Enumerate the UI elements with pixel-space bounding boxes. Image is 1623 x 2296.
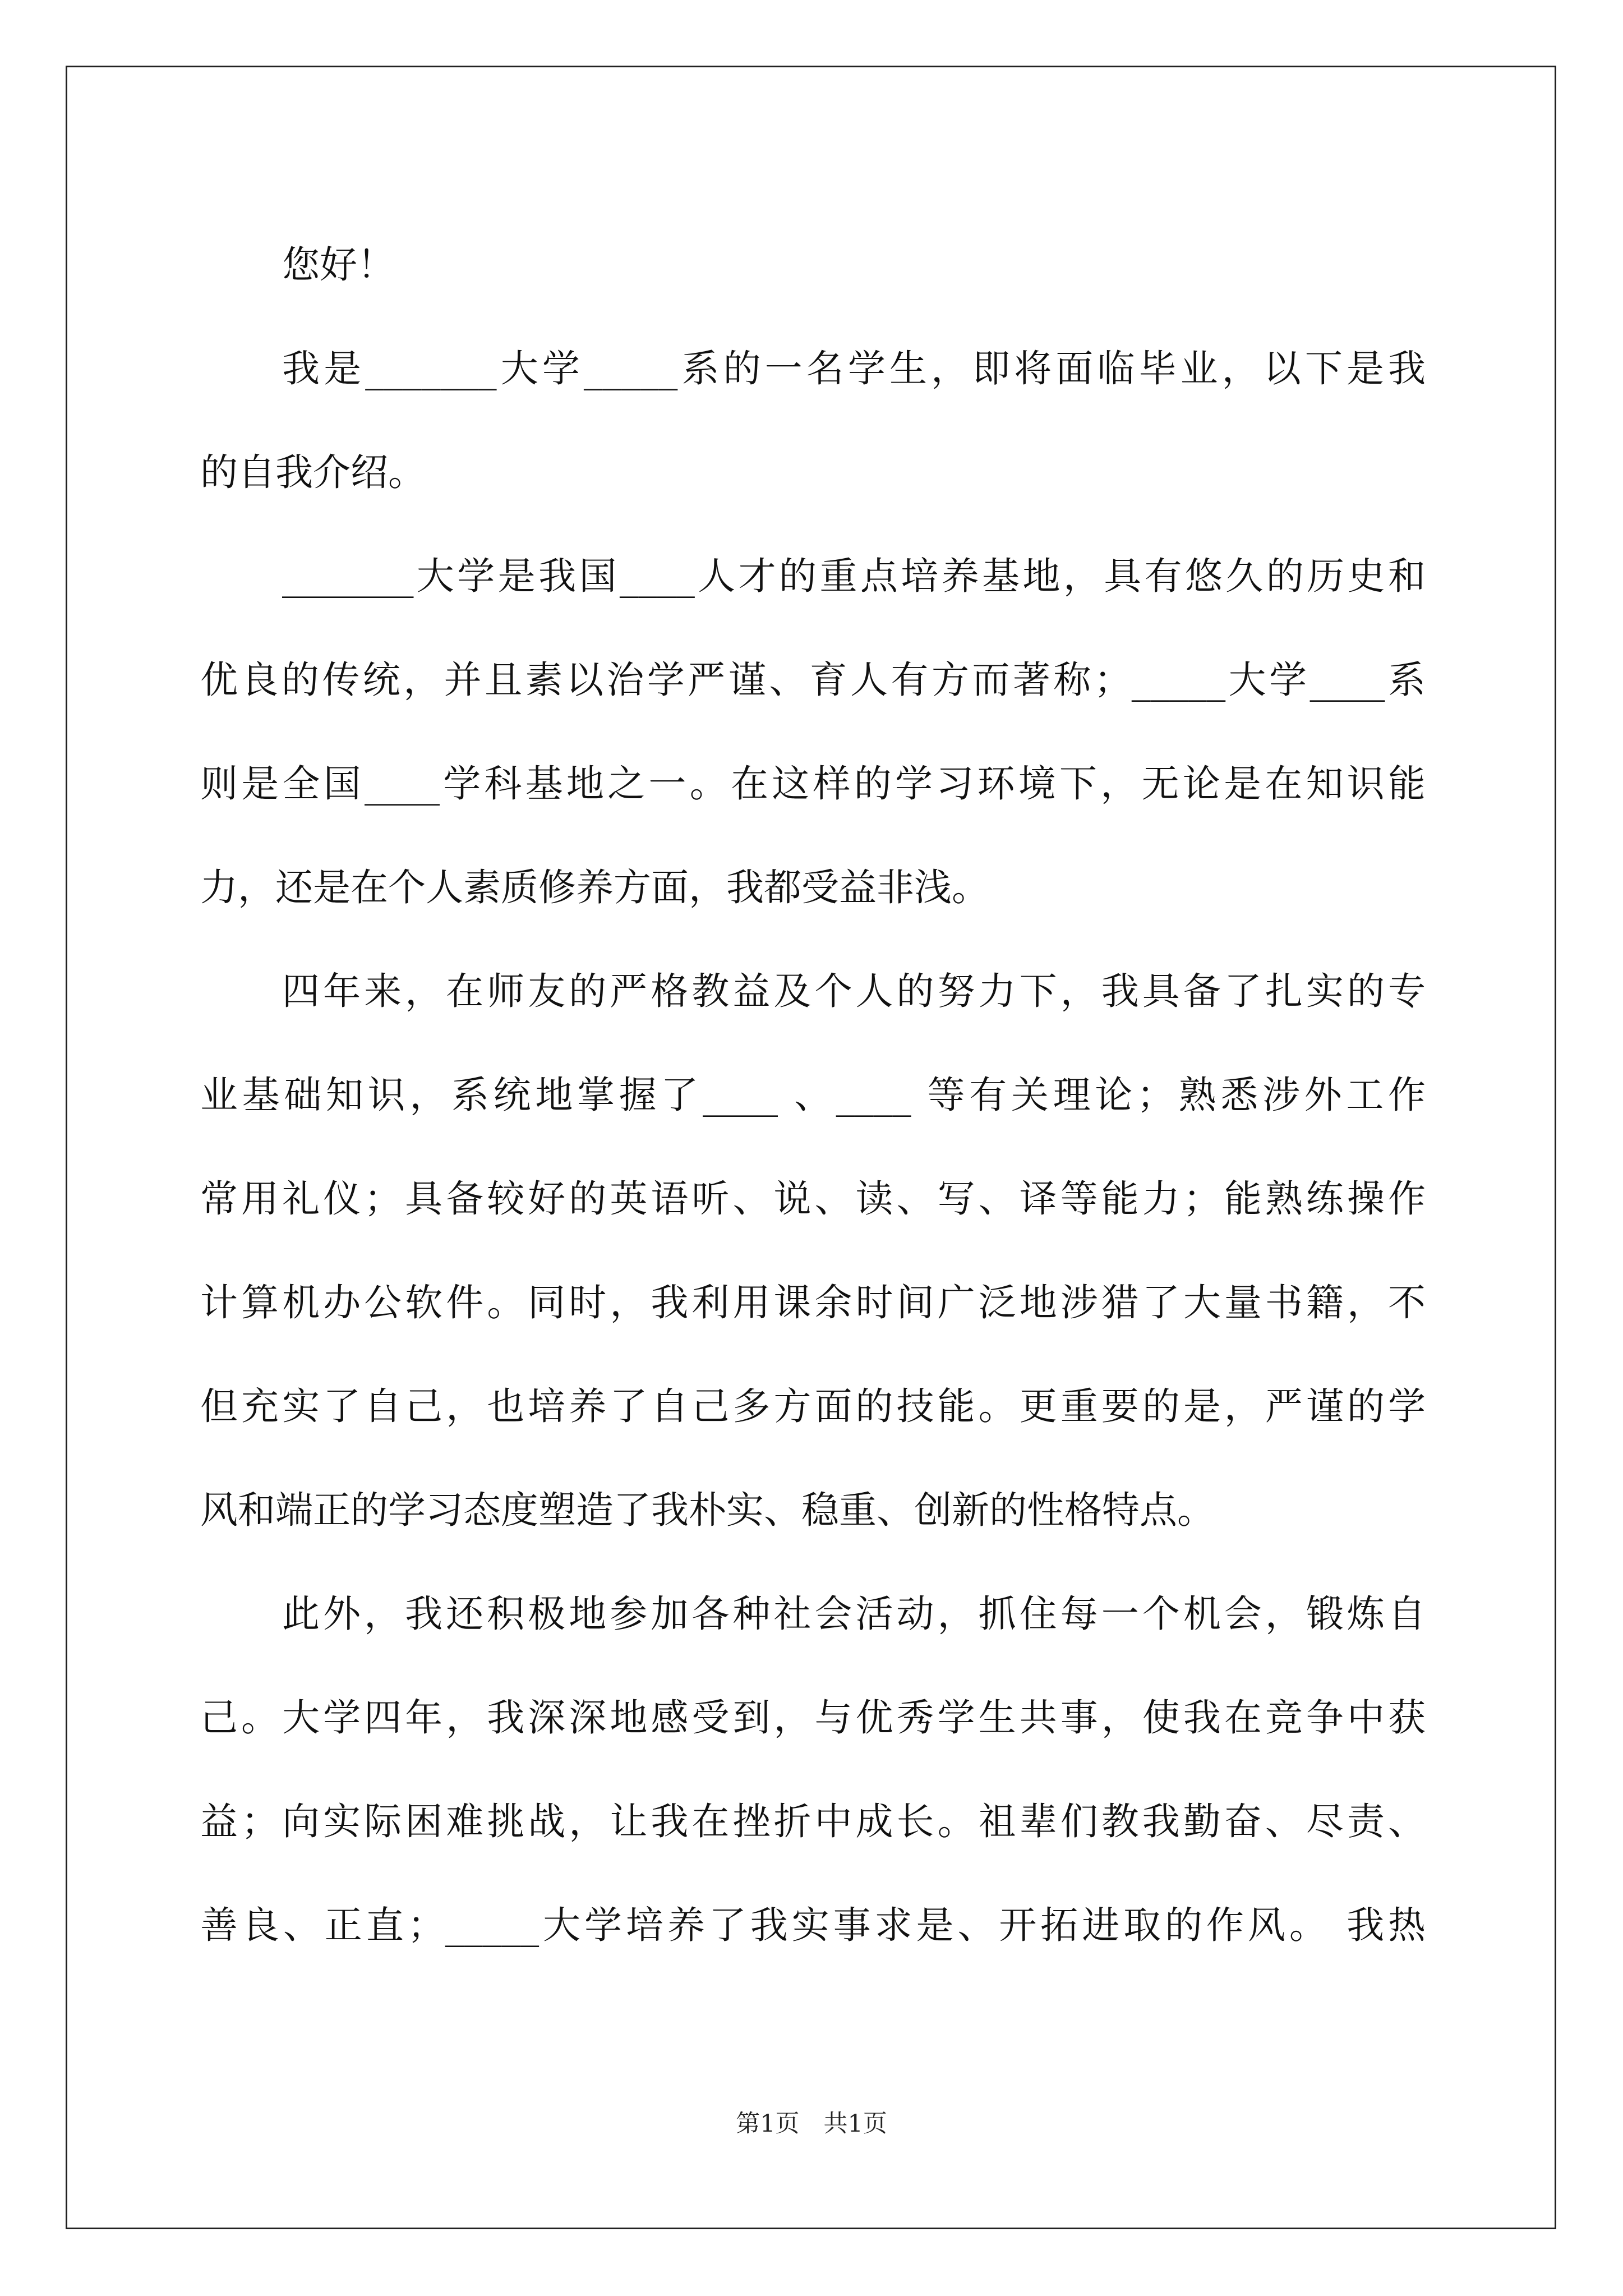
text-line: 计算机办公软件。同时，我利用课余时间广泛地涉猎了大量书籍，不 (200, 1281, 1426, 1324)
text-line: 业基础知识，系统地掌握了____ 、____ 等有关理论；熟悉涉外工作 (200, 1073, 1426, 1117)
text-line: 但充实了自己，也培养了自己多方面的技能。更重要的是，严谨的学 (200, 1384, 1426, 1428)
text-line: 我是_______大学_____系的一名学生，即将面临毕业，以下是我 (282, 347, 1426, 390)
text-line: 优良的传统，并且素以治学严谨、育人有方而著称；_____大学____系 (200, 658, 1426, 702)
text-line: 善良、正直；_____大学培养了我实事求是、开拓进取的作风。 我热 (200, 1903, 1426, 1947)
text-line: 四年来，在师友的严格教益及个人的努力下，我具备了扎实的专 (282, 969, 1426, 1013)
text-line: 常用礼仪；具备较好的英语听、说、读、写、译等能力；能熟练操作 (200, 1177, 1426, 1221)
text-line: 己。大学四年，我深深地感受到，与优秀学生共事，使我在竞争中获 (200, 1696, 1426, 1740)
letter-body (200, 213, 1426, 1977)
text-line: 风和端正的学习态度塑造了我朴实、稳重、创新的性格特点。 (200, 1488, 1215, 1532)
text-line: 的自我介绍。 (200, 450, 426, 494)
text-line: 益；向实际困难挑战，让我在挫折中成长。祖辈们教我勤奋、尽责、 (200, 1800, 1426, 1843)
text-line: 您好！ (282, 243, 395, 287)
text-line: 则是全国____学科基地之一。在这样的学习环境下，无论是在知识能 (200, 762, 1426, 806)
text-line: 此外，我还积极地参加各种社会活动，抓住每一个机会，锻炼自 (282, 1592, 1426, 1636)
text-line: _______大学是我国____人才的重点培养基地，具有悠久的历史和 (282, 554, 1426, 598)
text-line: 力，还是在个人素质修养方面，我都受益非浅。 (200, 866, 989, 909)
page-footer: 第1页 共1页 (736, 2110, 887, 2138)
